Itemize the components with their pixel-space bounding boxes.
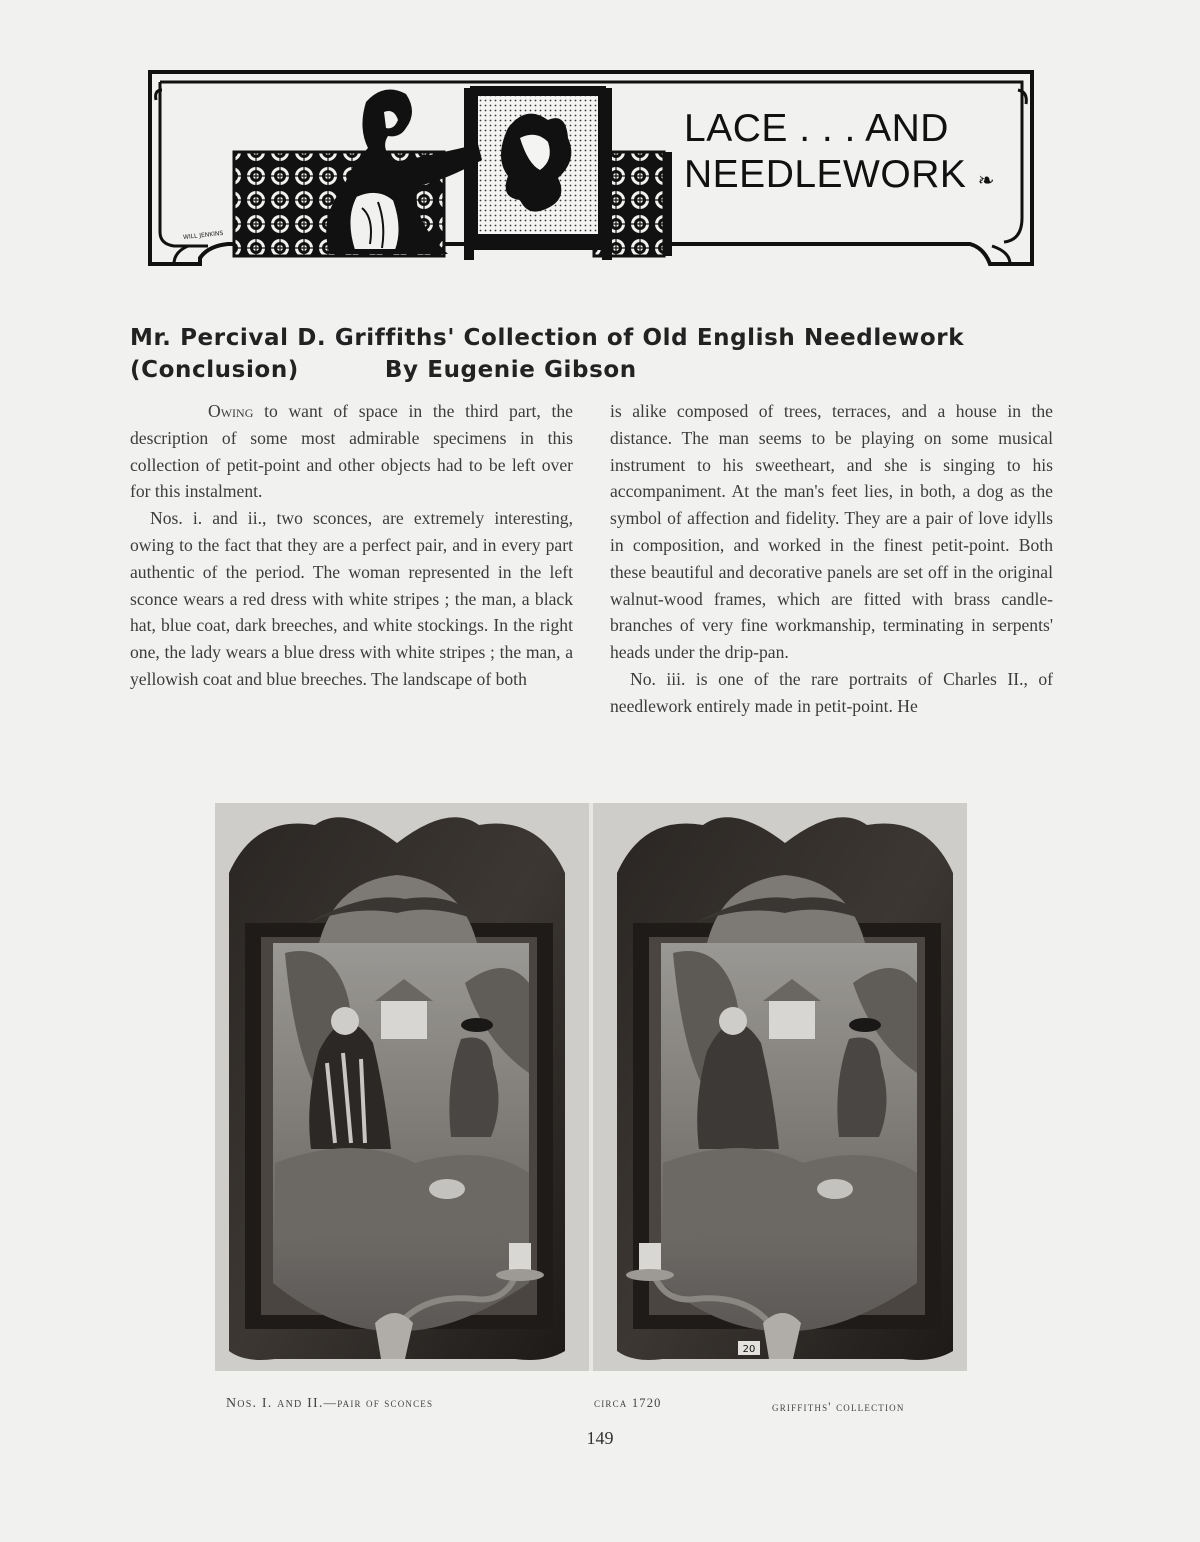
- body-column-left: [130, 398, 573, 693]
- drop-word: Owing: [208, 401, 254, 421]
- caption-description: —pair of sconces: [323, 1396, 434, 1410]
- plate-caption-collection: griffiths' collection: [772, 1400, 905, 1414]
- paragraph: Nos. i. and ii., two sconces, are extremely interesting, owing to the fact that they are a perfect pair, and in every part authentic of the period. The woman represented in the left sconce wears a red dress with white stripes ; the man, a black hat, blue coat, dark breeches, and white stockings. In the right one, the lady wears a blue dress with white stripes ; the man, a yellowish coat and blue breeches. The landscape of both: [130, 508, 573, 689]
- right-sconce: [617, 817, 953, 1360]
- left-sconce: [229, 817, 565, 1360]
- section-title-line-1: LACE . . . AND: [684, 107, 949, 150]
- caption-numbers: Nos. I. and II.: [226, 1396, 324, 1411]
- plate-caption-date: circa 1720: [594, 1396, 662, 1410]
- sconces-photograph: [215, 803, 967, 1371]
- page-number: 149: [586, 1428, 614, 1448]
- body-column-right: [610, 398, 1053, 720]
- plate-caption-left: [226, 1396, 433, 1412]
- paragraph: No. iii. is one of the rare portraits of Charles II., of needlework entirely made in petit-point. He: [610, 668, 1053, 716]
- section-title-word: NEEDLEWORK: [684, 153, 967, 196]
- article-subtitle: (Conclusion): [130, 357, 299, 383]
- article-byline: By Eugenie Gibson: [384, 357, 637, 383]
- plate-number: 20: [742, 1344, 756, 1355]
- paragraph-text: to want of space in the third part, the description of some most admirable specimens in this collection of petit-point and other objects had to be left over for this instalment.: [130, 401, 573, 502]
- section-title-line-2: [684, 152, 995, 204]
- header-banner: [148, 68, 1038, 268]
- paragraph: [130, 398, 573, 505]
- artist-signature: WILL JENKINS: [182, 229, 224, 242]
- paragraph: is alike composed of trees, terraces, and a house in the distance. The man seems to be playing on some musical instrument to his sweetheart, and she is singing to his accompaniment. At the man's feet lies, in both, a dog as the symbol of affection and fidelity. They are a pair of love idylls in composition, and worked in the finest petit-point. Both these beautiful and decorative panels are set off in the original walnut-wood frames, which are fitted with brass candle-branches of very fine workmanship, terminating in serpents' heads under the drip-pan.: [610, 401, 1053, 663]
- article-title: Mr. Percival D. Griffiths' Collection of Old English Needlework: [130, 325, 965, 351]
- ornament-icon: ❧: [977, 170, 995, 192]
- headline-row-2: [130, 354, 1070, 386]
- article-headline: [130, 322, 1070, 386]
- section-title: [684, 106, 995, 204]
